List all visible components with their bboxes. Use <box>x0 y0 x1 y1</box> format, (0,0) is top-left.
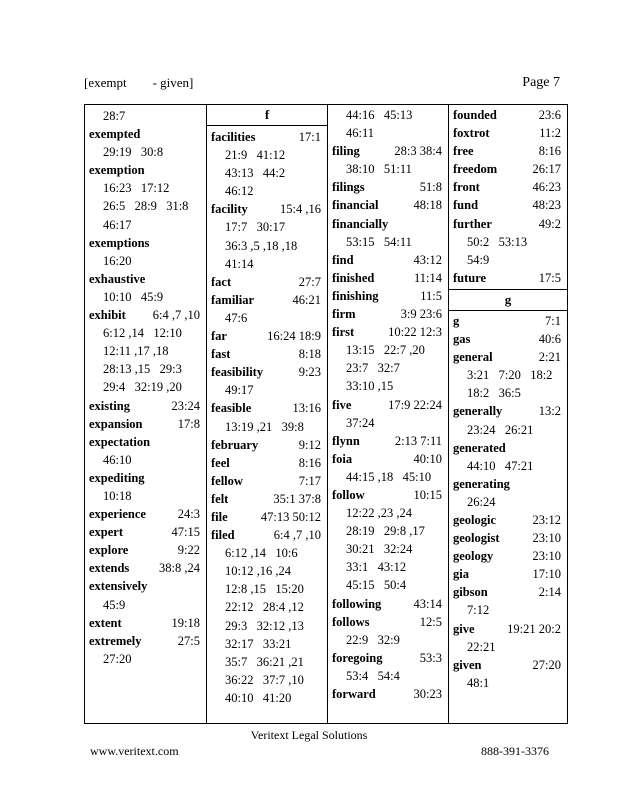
index-term: further <box>453 216 492 231</box>
index-term: give <box>453 621 475 636</box>
page-line-refs: 7:1 <box>545 313 561 328</box>
index-entry <box>211 363 323 381</box>
index-entry <box>89 397 202 415</box>
index-entry <box>453 196 563 214</box>
page-line-refs: 8:16 <box>538 144 561 159</box>
index-term: exhaustive <box>89 271 146 286</box>
index-entry <box>332 323 444 341</box>
page-line-refs-continued: 37:24 <box>346 415 375 430</box>
footer-phone: 888-391-3376 <box>481 744 549 758</box>
page-line-refs-continued: 10:18 <box>103 488 132 503</box>
index-entry <box>332 196 444 214</box>
index-term: gibson <box>453 585 488 600</box>
index-entry <box>453 475 563 493</box>
index-entry <box>89 270 202 288</box>
page-line-refs: 7:17 <box>298 473 321 488</box>
page-line-refs-continued: 45:9 <box>103 597 126 612</box>
page-line-refs-continued: 38:10 51:11 <box>346 162 412 177</box>
index-entry <box>211 399 323 417</box>
index-entry <box>211 291 323 309</box>
index-term: experience <box>89 507 146 522</box>
page-line-refs-continued: 46:12 <box>225 184 254 199</box>
index-term: generated <box>453 440 506 455</box>
index-entry <box>332 178 444 196</box>
page-line-refs-continued: 33:1 43:12 <box>346 560 407 575</box>
page-line-refs: 10:15 <box>413 487 442 502</box>
page-line-refs: 47:15 <box>171 525 200 540</box>
index-entry <box>453 439 563 457</box>
index-term: fellow <box>211 473 243 488</box>
index-entry <box>332 396 444 414</box>
page-line-refs-continued: 41:14 <box>225 256 254 271</box>
index-entry <box>453 511 563 529</box>
page-line-refs: 27:7 <box>298 274 321 289</box>
page-line-refs: 11:5 <box>420 288 442 303</box>
index-term: generally <box>453 404 503 419</box>
index-term: gas <box>453 332 471 347</box>
index-entry <box>332 269 444 287</box>
page-line-refs-continued: 13:15 22:7 ,20 <box>346 343 425 358</box>
page-line-refs: 23:10 <box>532 531 561 546</box>
index-entry <box>89 306 202 324</box>
index-term: firm <box>332 307 356 322</box>
index-term: exemptions <box>89 235 150 250</box>
index-term: extent <box>89 615 122 630</box>
index-entry <box>453 348 563 366</box>
footer-website: www.veritext.com <box>90 744 179 758</box>
index-term: familiar <box>211 292 255 307</box>
index-entry <box>332 486 444 504</box>
page-line-refs: 2:21 <box>538 350 561 365</box>
index-term: follow <box>332 487 365 502</box>
index-term: feel <box>211 455 230 470</box>
index-term: geologist <box>453 531 500 546</box>
index-entry <box>211 200 323 218</box>
index-entry <box>89 559 202 577</box>
index-entry <box>332 613 444 631</box>
index-entry <box>332 251 444 269</box>
page-line-refs-continued: 21:9 41:12 <box>225 148 286 163</box>
index-term: front <box>453 180 480 195</box>
page-line-refs: 48:18 <box>413 198 442 213</box>
page-line-refs: 17:10 <box>532 567 561 582</box>
page-line-refs: 53:3 <box>419 650 442 665</box>
page-line-refs: 23:12 <box>532 512 561 527</box>
index-term: february <box>211 437 259 452</box>
index-term: fast <box>211 347 231 362</box>
index-entry <box>453 160 563 178</box>
index-term: felt <box>211 491 229 506</box>
index-entry <box>453 565 563 583</box>
page-line-refs-continued: 29:3 32:12 ,13 <box>225 618 304 633</box>
index-term: foxtrot <box>453 126 490 141</box>
index-term: following <box>332 596 382 611</box>
page-line-refs-continued: 29:4 32:19 ,20 <box>103 380 182 395</box>
section-letter-f: f <box>207 105 327 126</box>
index-entry <box>211 472 323 490</box>
page-line-refs: 12:5 <box>419 614 442 629</box>
index-term: expediting <box>89 470 145 485</box>
index-entry <box>453 178 563 196</box>
page-line-refs-continued: 10:10 45:9 <box>103 289 164 304</box>
page-line-refs-continued: 23:7 32:7 <box>346 361 400 376</box>
index-term: existing <box>89 398 130 413</box>
index-column-4 <box>448 105 567 723</box>
index-term: founded <box>453 108 497 122</box>
page-line-refs-continued: 50:2 53:13 <box>467 234 528 249</box>
page-line-refs: 19:21 20:2 <box>507 621 561 636</box>
page-line-refs: 47:13 50:12 <box>260 509 321 524</box>
page-line-refs: 23:10 <box>532 549 561 564</box>
index-term: explore <box>89 543 129 558</box>
index-term: extensively <box>89 579 148 594</box>
page-line-refs-continued: 12:22 ,23 ,24 <box>346 506 412 521</box>
page-line-refs: 2:14 <box>538 585 561 600</box>
page-line-refs-continued: 44:15 ,18 45:10 <box>346 469 432 484</box>
index-entry <box>89 632 202 650</box>
index-entry <box>453 269 563 287</box>
index-term: filings <box>332 180 365 195</box>
page-line-refs: 26:17 <box>532 162 561 177</box>
index-term: freedom <box>453 162 498 177</box>
index-term: fund <box>453 198 479 213</box>
page-line-refs: 8:16 <box>298 455 321 470</box>
index-entry <box>89 415 202 433</box>
index-entry <box>211 327 323 345</box>
index-term: given <box>453 657 482 672</box>
page-line-refs: 24:3 <box>177 507 200 522</box>
index-entry <box>332 450 444 468</box>
page-number: Page 7 <box>522 75 560 90</box>
page-line-refs: 46:21 <box>292 292 321 307</box>
page-line-refs-continued: 44:16 45:13 <box>346 108 413 122</box>
index-entry <box>453 215 563 233</box>
index-term: foregoing <box>332 650 383 665</box>
page-line-refs-continued: 28:7 <box>103 109 126 123</box>
index-entry <box>453 620 563 638</box>
page-line-refs-continued: 47:6 <box>225 310 248 325</box>
page-line-refs-continued: 17:7 30:17 <box>225 220 286 235</box>
page-line-refs: 17:5 <box>538 270 561 285</box>
index-entry <box>453 583 563 601</box>
page-line-refs-continued: 28:13 ,15 29:3 <box>103 362 182 377</box>
page-line-refs: 27:20 <box>532 657 561 672</box>
index-block <box>449 105 567 287</box>
page-line-refs: 40:6 <box>538 332 561 347</box>
index-term: financially <box>332 216 389 231</box>
index-column-2 <box>206 105 327 723</box>
index-entry <box>211 508 323 526</box>
page-line-refs: 16:24 18:9 <box>267 329 321 344</box>
page-line-refs-continued: 33:10 ,15 <box>346 379 394 394</box>
page-line-refs-continued: 27:20 <box>103 651 132 666</box>
index-term: geologic <box>453 512 497 527</box>
index-entry <box>332 595 444 613</box>
page-line-refs-continued: 3:21 7:20 18:2 <box>467 368 553 383</box>
page-line-refs-continued: 45:15 50:4 <box>346 578 407 593</box>
page-line-refs: 40:10 <box>413 451 442 466</box>
index-entry <box>332 142 444 160</box>
index-entry <box>211 128 323 146</box>
page-line-refs: 3:9 23:6 <box>400 307 442 322</box>
page-line-refs: 19:18 <box>171 615 200 630</box>
index-entry <box>453 106 563 124</box>
page-line-refs-continued: 18:2 36:5 <box>467 386 521 401</box>
index-term: forward <box>332 687 376 701</box>
page-line-refs: 11:14 <box>413 270 442 285</box>
page-line-refs-continued: 44:10 47:21 <box>467 458 534 473</box>
index-term: find <box>332 252 354 267</box>
page-line-refs-continued: 53:15 54:11 <box>346 234 412 249</box>
page-line-refs: 9:12 <box>298 437 321 452</box>
page-line-refs-continued: 13:19 ,21 39:8 <box>225 419 304 434</box>
page-line-refs-continued: 22:12 28:4 ,12 <box>225 600 304 615</box>
index-entry <box>89 541 202 559</box>
index-block <box>207 126 327 707</box>
index-term: far <box>211 329 227 344</box>
page-line-refs: 51:8 <box>419 180 442 195</box>
page-line-refs: 43:14 <box>413 596 442 611</box>
page-line-refs: 46:23 <box>532 180 561 195</box>
page-line-refs: 23:24 <box>171 398 200 413</box>
index-term: first <box>332 325 355 340</box>
page-line-refs: 15:4 ,16 <box>280 202 321 217</box>
page-line-refs: 17:1 <box>298 130 321 144</box>
index-entry <box>453 402 563 420</box>
page-line-refs: 11:2 <box>539 126 561 141</box>
page-line-refs: 23:6 <box>538 108 561 122</box>
page-line-refs-continued: 54:9 <box>467 252 490 267</box>
index-range-header: [exempt - given] <box>84 75 194 90</box>
page-line-refs-continued: 36:3 ,5 ,18 ,18 <box>225 238 298 253</box>
index-entry <box>211 490 323 508</box>
index-term: exempted <box>89 127 141 142</box>
index-entry <box>211 526 323 544</box>
page-line-refs-continued: 12:8 ,15 15:20 <box>225 582 304 597</box>
index-entry <box>332 305 444 323</box>
index-term: geology <box>453 549 494 564</box>
index-term: feasible <box>211 401 252 416</box>
page-line-refs: 17:9 22:24 <box>388 397 442 412</box>
page-line-refs-continued: 6:12 ,14 12:10 <box>103 326 182 341</box>
index-entry <box>211 345 323 363</box>
page-line-refs-continued: 16:20 <box>103 253 132 268</box>
page-line-refs-continued: 26:5 28:9 31:8 <box>103 199 189 214</box>
index-term: feasibility <box>211 365 264 380</box>
index-term: financial <box>332 198 379 213</box>
page-line-refs-continued: 46:10 <box>103 452 132 467</box>
page-line-refs: 17:8 <box>177 416 200 431</box>
page-line-refs-continued: 22:9 32:9 <box>346 632 400 647</box>
word-index-grid <box>84 104 568 724</box>
page-line-refs-continued: 6:12 ,14 10:6 <box>225 546 298 561</box>
index-term: free <box>453 144 474 159</box>
page-line-refs: 30:23 <box>413 687 442 701</box>
index-term: facility <box>211 202 248 217</box>
index-term: filed <box>211 528 235 543</box>
page-line-refs-continued: 22:21 <box>467 639 496 654</box>
page-line-refs-continued: 43:13 44:2 <box>225 166 286 181</box>
page-line-refs-continued: 48:1 <box>467 675 490 690</box>
index-term: exhibit <box>89 308 126 323</box>
index-block <box>85 105 206 668</box>
index-entry <box>211 454 323 472</box>
index-term: finished <box>332 270 375 285</box>
page-line-refs-continued: 7:12 <box>467 603 490 618</box>
index-entry <box>453 547 563 565</box>
page-line-refs-continued: 10:12 ,16 ,24 <box>225 564 291 579</box>
page-line-refs: 10:22 12:3 <box>388 325 442 340</box>
page-line-refs-continued: 23:24 26:21 <box>467 422 534 437</box>
page-line-refs-continued: 30:21 32:24 <box>346 542 413 557</box>
index-entry <box>89 505 202 523</box>
index-term: finishing <box>332 288 379 303</box>
index-entry <box>332 215 444 233</box>
index-entry <box>89 614 202 632</box>
index-block <box>328 105 448 703</box>
index-term: g <box>453 313 460 328</box>
index-term: generating <box>453 476 510 491</box>
page-line-refs: 6:4 ,7 ,10 <box>152 308 200 323</box>
page-line-refs-continued: 28:19 29:8 ,17 <box>346 524 425 539</box>
index-entry <box>453 312 563 330</box>
page-line-refs: 9:22 <box>177 543 200 558</box>
page-line-refs: 28:3 38:4 <box>394 144 442 159</box>
page-line-refs: 9:23 <box>298 365 321 380</box>
page-line-refs-continued: 40:10 41:20 <box>225 690 292 705</box>
page-line-refs: 13:2 <box>538 404 561 419</box>
index-entry <box>211 436 323 454</box>
index-term: expert <box>89 525 124 540</box>
page-line-refs-continued: 35:7 36:21 ,21 <box>225 654 304 669</box>
index-entry <box>89 234 202 252</box>
index-entry <box>453 330 563 348</box>
page-line-refs-continued: 29:19 30:8 <box>103 145 164 160</box>
index-term: gia <box>453 567 469 582</box>
index-term: facilities <box>211 130 256 144</box>
page-line-refs: 13:16 <box>292 401 321 416</box>
index-term: exemption <box>89 163 145 178</box>
index-term: file <box>211 509 228 524</box>
page-line-refs-continued: 46:17 <box>103 217 132 232</box>
index-entry <box>332 649 444 667</box>
page-line-refs-continued: 53:4 54:4 <box>346 668 400 683</box>
index-entry <box>89 433 202 451</box>
index-entry <box>89 125 202 143</box>
page-line-refs: 49:2 <box>538 216 561 231</box>
index-term: flynn <box>332 433 360 448</box>
page-line-refs-continued: 49:17 <box>225 383 254 398</box>
index-entry <box>332 685 444 703</box>
index-entry <box>453 656 563 674</box>
index-column-1 <box>85 105 206 723</box>
index-entry <box>453 124 563 142</box>
index-entry <box>332 432 444 450</box>
page-line-refs: 43:12 <box>413 252 442 267</box>
index-term: expectation <box>89 434 151 449</box>
footer-company: Veritext Legal Solutions <box>250 728 368 742</box>
index-entry <box>89 523 202 541</box>
index-term: foia <box>332 451 353 466</box>
index-term: fact <box>211 274 232 289</box>
page-line-refs: 2:13 7:11 <box>394 433 442 448</box>
index-entry <box>89 161 202 179</box>
page-line-refs: 27:5 <box>177 633 200 648</box>
page-line-refs: 38:8 ,24 <box>159 561 200 576</box>
page-line-refs-continued: 36:22 37:7 ,10 <box>225 672 304 687</box>
page-line-refs-continued: 12:11 ,17 ,18 <box>103 344 169 359</box>
index-column-3 <box>327 105 448 723</box>
index-entry <box>453 142 563 160</box>
index-entry <box>89 577 202 595</box>
index-term: five <box>332 397 352 412</box>
index-entry <box>211 273 323 291</box>
page-line-refs: 48:23 <box>532 198 561 213</box>
page-line-refs: 35:1 37:8 <box>273 491 321 506</box>
page-line-refs-continued: 46:11 <box>346 126 375 141</box>
index-term: general <box>453 350 493 365</box>
page-line-refs: 6:4 ,7 ,10 <box>273 528 321 543</box>
index-term: extremely <box>89 633 142 648</box>
index-term: follows <box>332 614 370 629</box>
page-line-refs-continued: 26:24 <box>467 494 496 509</box>
index-entry <box>332 287 444 305</box>
page-line-refs-continued: 32:17 33:21 <box>225 636 292 651</box>
index-block <box>449 311 567 692</box>
index-term: filing <box>332 144 360 159</box>
index-term: expansion <box>89 416 143 431</box>
page-line-refs: 8:18 <box>298 347 321 362</box>
index-term: future <box>453 270 487 285</box>
index-entry <box>453 529 563 547</box>
page-line-refs-continued: 16:23 17:12 <box>103 181 170 196</box>
section-letter-g: g <box>449 289 567 311</box>
index-entry <box>89 469 202 487</box>
index-term: extends <box>89 561 130 576</box>
